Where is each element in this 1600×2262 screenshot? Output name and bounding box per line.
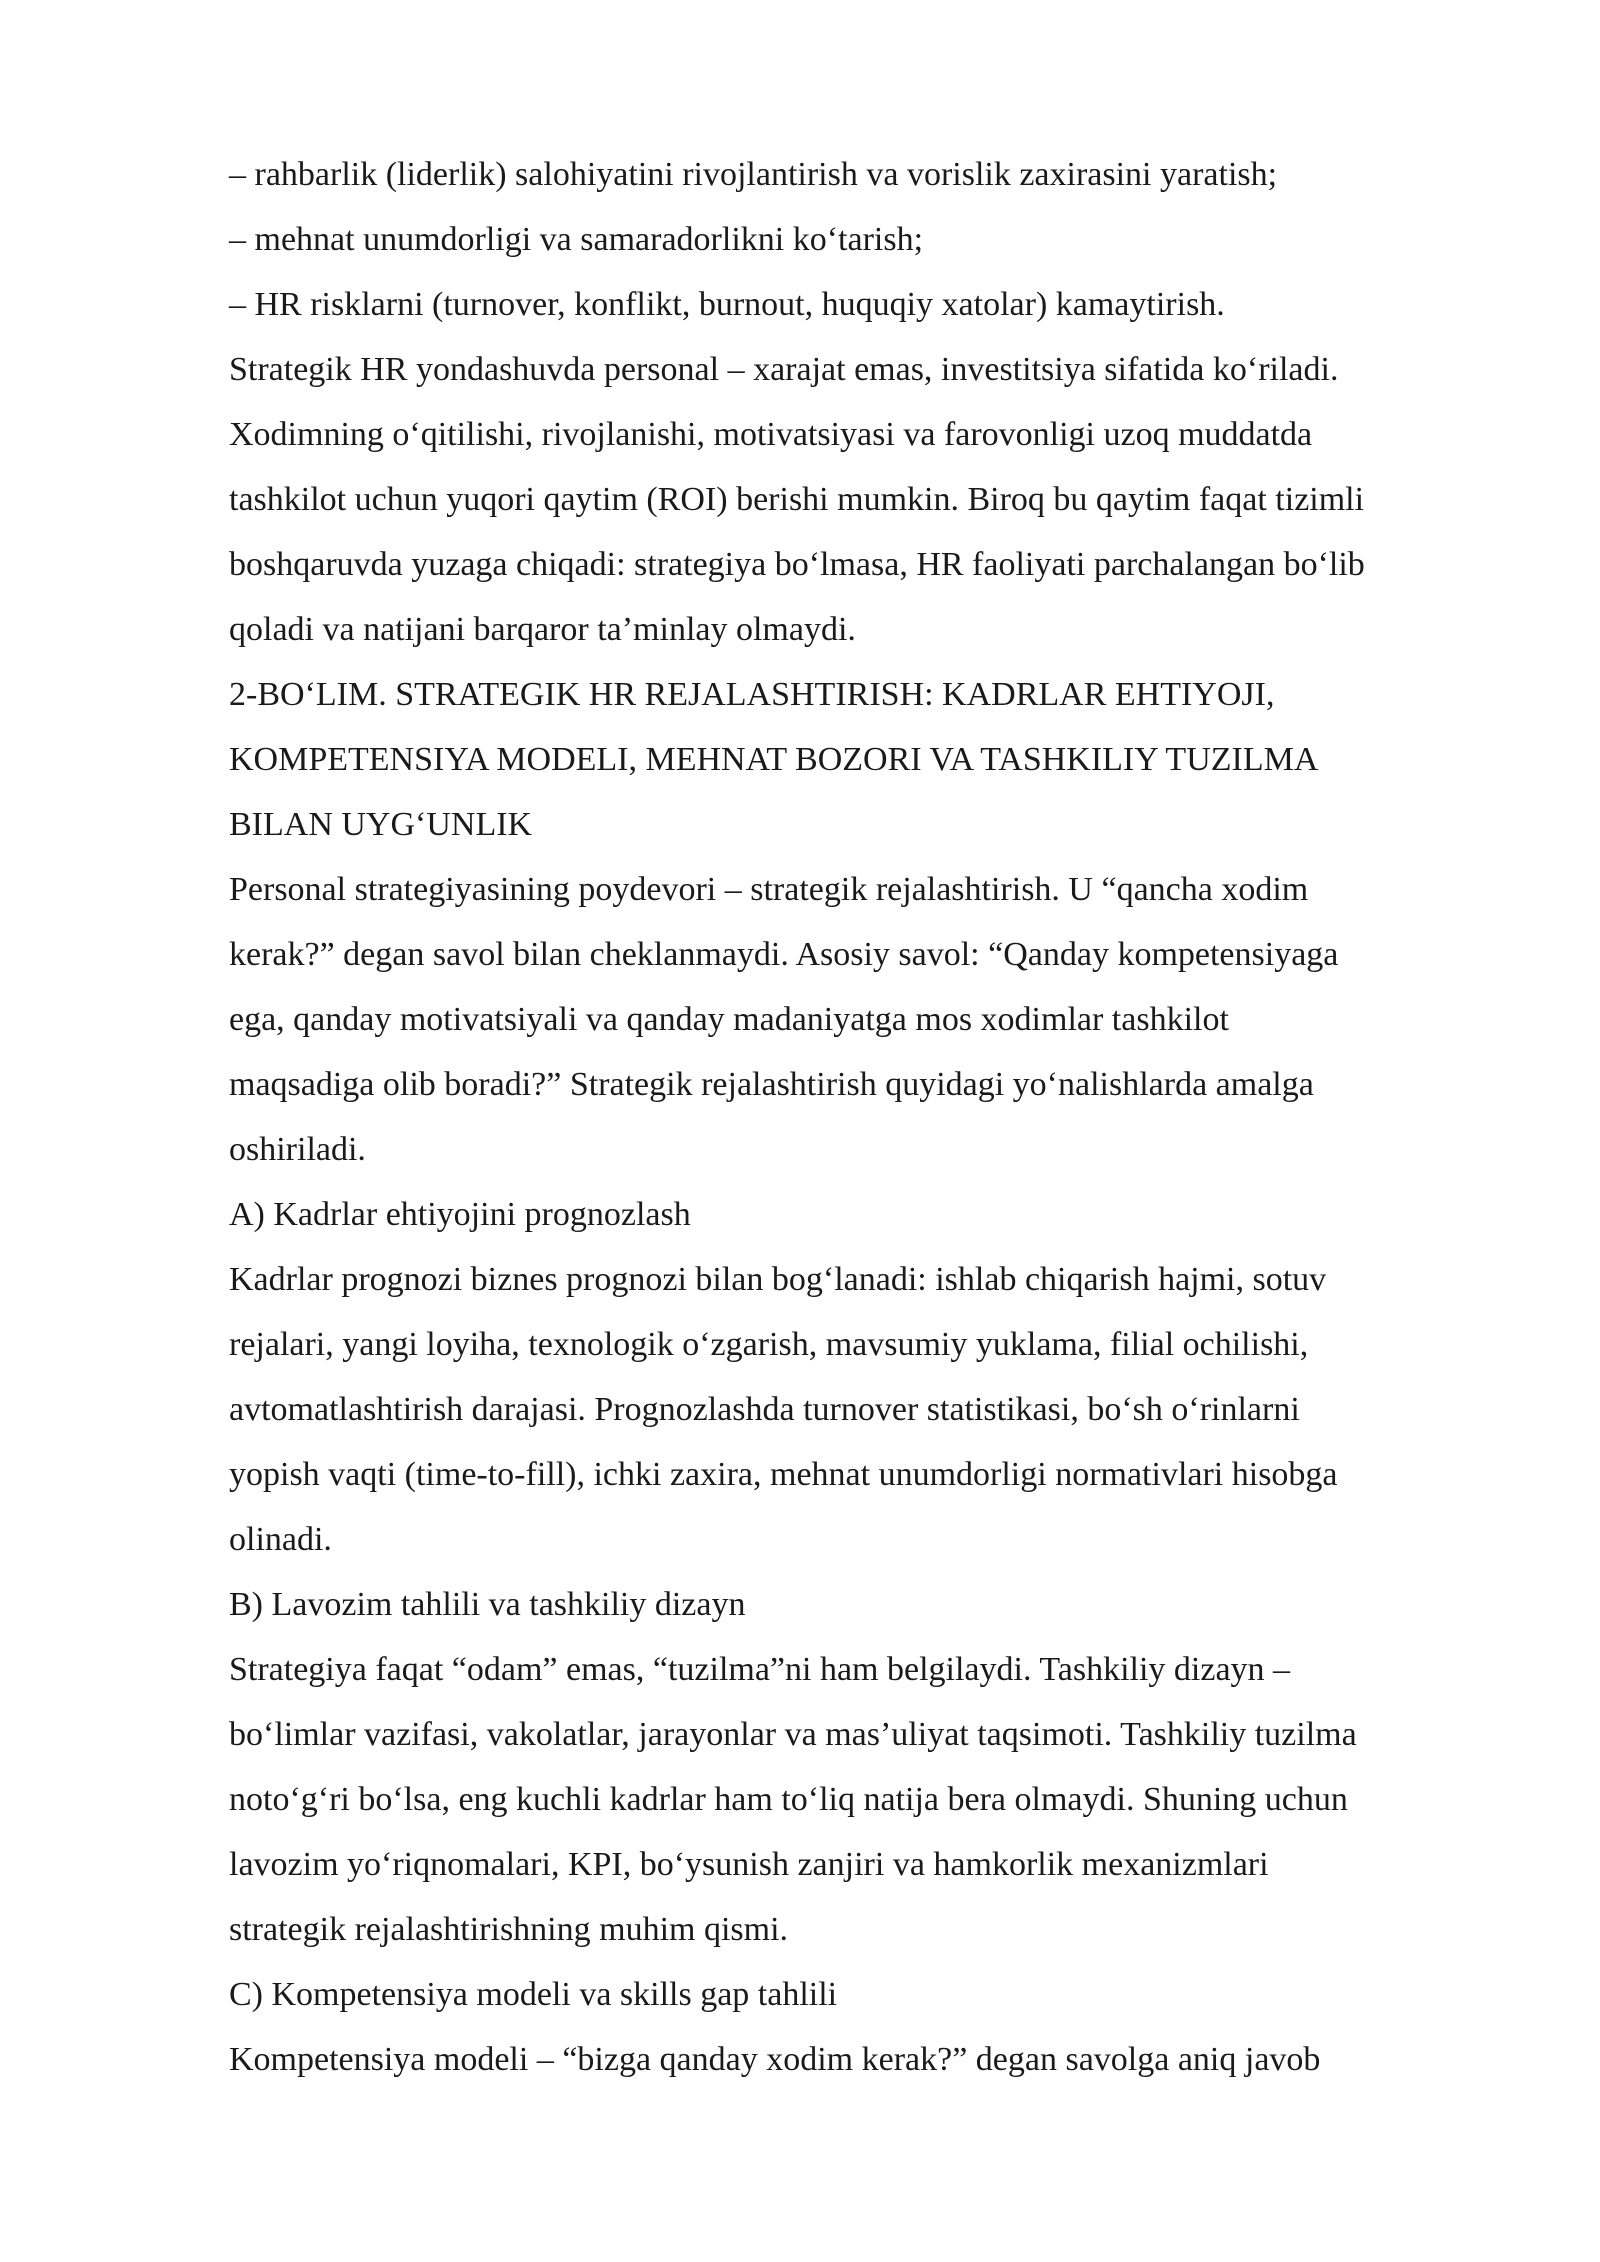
- paragraph-line: maqsadiga olib boradi?” Strategik rejalashtirish quyidagi yo‘nalishlarda amalga: [229, 1066, 1314, 1103]
- paragraph-line: bo‘limlar vazifasi, vakolatlar, jarayonlar va mas’uliyat taqsimoti. Tashkiliy tuzilma: [229, 1716, 1357, 1753]
- paragraph-line: Xodimning o‘qitilishi, rivojlanishi, motivatsiyasi va farovonligi uzoq muddatda: [229, 416, 1313, 453]
- paragraph-line: Strategik HR yondashuvda personal – xarajat emas, investitsiya sifatida ko‘riladi.: [229, 351, 1339, 388]
- paragraph-line: qoladi va natijani barqaror ta’minlay olmaydi.: [229, 611, 856, 648]
- paragraph-line: Personal strategiyasining poydevori – strategik rejalashtirish. U “qancha xodim: [229, 871, 1309, 908]
- subheading-b: B) Lavozim tahlili va tashkiliy dizayn: [229, 1586, 746, 1623]
- paragraph-line: strategik rejalashtirishning muhim qismi.: [229, 1911, 789, 1948]
- paragraph-line: kerak?” degan savol bilan cheklanmaydi. Asosiy savol: “Qanday kompetensiyaga: [229, 936, 1339, 973]
- subheading-c: C) Kompetensiya modeli va skills gap tahlili: [229, 1976, 838, 2013]
- paragraph-line: Kadrlar prognozi biznes prognozi bilan bog‘lanadi: ishlab chiqarish hajmi, sotuv: [229, 1261, 1327, 1298]
- paragraph-line: olinadi.: [229, 1521, 332, 1558]
- list-item-productivity: – mehnat unumdorligi va samaradorlikni ko‘tarish;: [229, 221, 924, 258]
- list-item-hr-risks: – HR risklarni (turnover, konflikt, burnout, huquqiy xatolar) kamaytirish.: [229, 286, 1225, 323]
- paragraph-line: ega, qanday motivatsiyali va qanday madaniyatga mos xodimlar tashkilot: [229, 1001, 1229, 1038]
- subheading-a: A) Kadrlar ehtiyojini prognozlash: [229, 1196, 691, 1233]
- paragraph-line: lavozim yo‘riqnomalari, KPI, bo‘ysunish zanjiri va hamkorlik mexanizmlari: [229, 1846, 1269, 1883]
- section-heading-line: 2-BO‘LIM. STRATEGIK HR REJALASHTIRISH: KADRLAR EHTIYOJI,: [229, 676, 1275, 713]
- section-heading-line: KOMPETENSIYA MODELI, MEHNAT BOZORI VA TASHKILIY TUZILMA: [229, 741, 1319, 778]
- paragraph-line: boshqaruvda yuzaga chiqadi: strategiya bo‘lmasa, HR faoliyati parchalangan bo‘lib: [229, 546, 1365, 583]
- document-body: [229, 142, 1529, 2092]
- paragraph-line: rejalari, yangi loyiha, texnologik o‘zgarish, mavsumiy yuklama, filial ochilishi,: [229, 1326, 1309, 1363]
- paragraph-line: oshiriladi.: [229, 1131, 366, 1168]
- paragraph-line: Kompetensiya modeli – “bizga qanday xodim kerak?” degan savolga aniq javob: [229, 2041, 1321, 2078]
- paragraph-line: Strategiya faqat “odam” emas, “tuzilma”ni ham belgilaydi. Tashkiliy dizayn –: [229, 1651, 1291, 1688]
- section-heading-line: BILAN UYG‘UNLIK: [229, 806, 533, 843]
- paragraph-line: tashkilot uchun yuqori qaytim (ROI) berishi mumkin. Biroq bu qaytim faqat tizimli: [229, 481, 1365, 518]
- paragraph-line: yopish vaqti (time-to-fill), ichki zaxira, mehnat unumdorligi normativlari hisobga: [229, 1456, 1338, 1493]
- paragraph-line: avtomatlashtirish darajasi. Prognozlashda turnover statistikasi, bo‘sh o‘rinlarni: [229, 1391, 1300, 1428]
- list-item-leadership: – rahbarlik (liderlik) salohiyatini rivojlantirish va vorislik zaxirasini yaratish;: [229, 156, 1278, 193]
- paragraph-line: noto‘g‘ri bo‘lsa, eng kuchli kadrlar ham to‘liq natija bera olmaydi. Shuning uchun: [229, 1781, 1348, 1818]
